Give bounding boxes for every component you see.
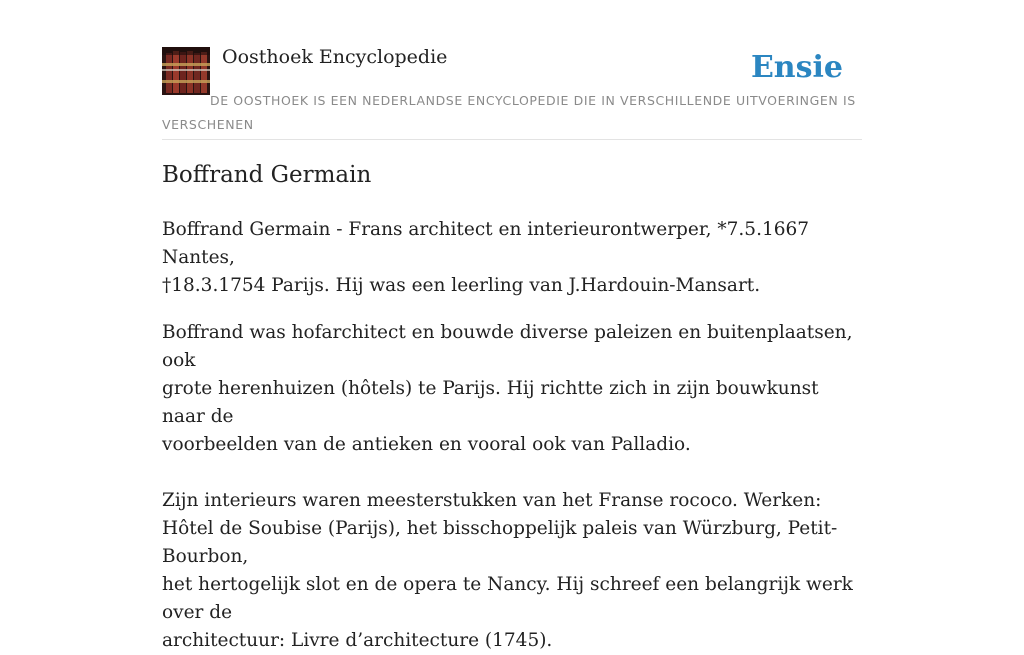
body-paragraph bbox=[162, 487, 862, 655]
paragraph-spacer bbox=[162, 459, 862, 487]
body-line: architectuur: Livre d’architecture (1745). bbox=[162, 630, 553, 651]
article-body bbox=[162, 216, 862, 655]
lead-line: Boffrand Germain - Frans architect en interieurontwerper, *7.5.1667 Nantes, bbox=[162, 219, 810, 268]
brand-logo[interactable]: Ensie bbox=[750, 50, 843, 85]
header-divider bbox=[162, 139, 862, 140]
book-spines-icon bbox=[162, 47, 210, 95]
site-tagline: DE OOSTHOEK IS EEN NEDERLANDSE ENCYCLOPEDIE DIE IN VERSCHILLENDE UITVOERINGEN IS VERSCHENEN bbox=[162, 93, 856, 132]
body-line: Boffrand was hofarchitect en bouwde diverse paleizen en buitenplaatsen, ook bbox=[162, 322, 853, 371]
site-name[interactable]: Oosthoek Encyclopedie bbox=[222, 46, 448, 68]
body-line: Zijn interieurs waren meesterstukken van het Franse rococo. Werken: bbox=[162, 490, 822, 511]
body-line: grote herenhuizen (hôtels) te Parijs. Hij richtte zich in zijn bouwkunst naar de bbox=[162, 378, 819, 427]
body-paragraph bbox=[162, 319, 862, 459]
body-line: voorbeelden van de antieken en vooral ook van Palladio. bbox=[162, 434, 691, 455]
avatar[interactable] bbox=[162, 47, 210, 95]
body-line: het hertogelijk slot en de opera te Nancy. Hij schreef een belangrijk werk over de bbox=[162, 574, 853, 623]
lead-line: †18.3.1754 Parijs. Hij was een leerling van J.Hardouin-Mansart. bbox=[162, 275, 761, 296]
page-title: Boffrand Germain bbox=[162, 162, 372, 188]
body-line: Hôtel de Soubise (Parijs), het bisschoppelijk paleis van Würzburg, Petit-Bourbon, bbox=[162, 518, 838, 567]
page bbox=[162, 0, 862, 651]
lead-paragraph bbox=[162, 216, 862, 300]
